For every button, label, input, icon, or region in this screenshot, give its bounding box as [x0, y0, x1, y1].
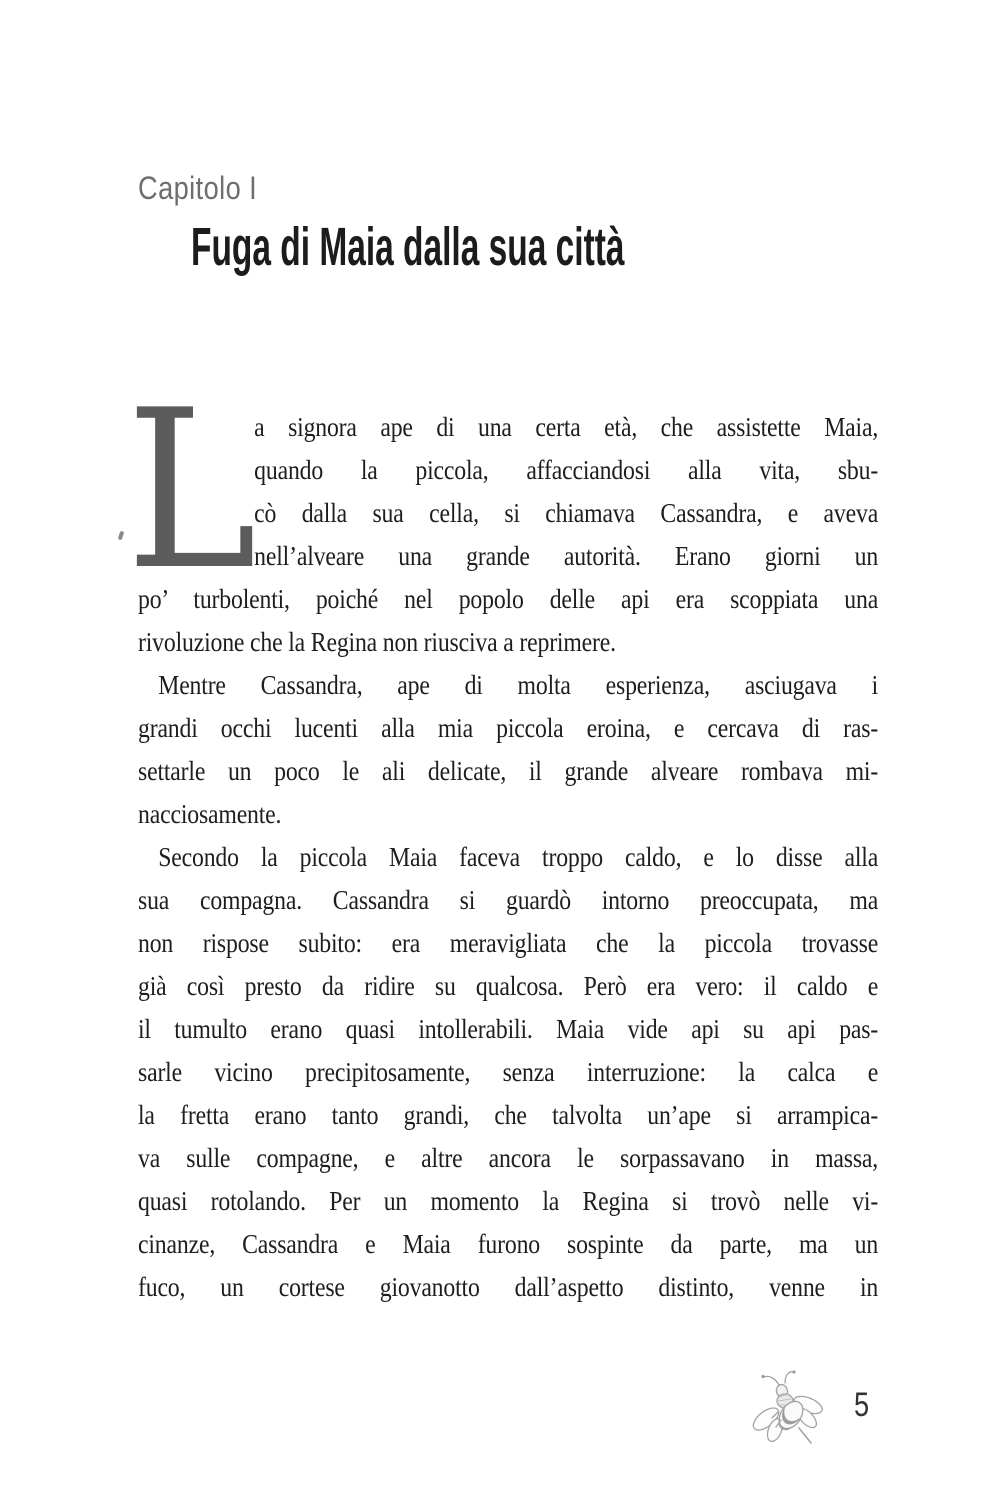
text-line: va sulle compagne, e altre ancora le sorpassavano in massa, — [138, 1143, 879, 1173]
paragraph — [138, 664, 878, 836]
text-line: cinanze, Cassandra e Maia furono sospinte da parte, ma un — [138, 1229, 879, 1259]
page-number: 5 — [854, 1386, 870, 1424]
drop-cap-letter: L — [126, 363, 257, 618]
text-line: grandi occhi lucenti alla mia piccola eroina, e cercava di ras- — [138, 713, 879, 743]
text-line: cò dalla sua cella, si chiamava Cassandra, e aveva — [254, 498, 879, 528]
text-line: nell’alveare una grande autorità. Erano giorni un — [254, 541, 879, 571]
chapter-label: Capitolo I — [138, 170, 258, 206]
ink-speck — [118, 531, 125, 541]
text-line: a signora ape di una certa età, che assistette Maia, — [254, 412, 879, 442]
text-line: Mentre Cassandra, ape di molta esperienza, asciugava i — [158, 670, 879, 700]
text-line: sarle vicino precipitosamente, senza interruzione: la calca e — [138, 1057, 879, 1087]
text-line: quasi rotolando. Per un momento la Regina si trovò nelle vi- — [138, 1186, 879, 1216]
text-line: Secondo la piccola Maia faceva troppo caldo, e lo disse alla — [158, 842, 879, 872]
bee-sketch-icon — [748, 1368, 830, 1452]
text-line: già così presto da ridire su qualcosa. Però era vero: il caldo e — [138, 971, 879, 1001]
text-line: quando la piccola, affacciandosi alla vita, sbu- — [254, 455, 879, 485]
paragraph — [138, 836, 878, 1309]
text-line: il tumulto erano quasi intollerabili. Maia vide api su api pas- — [138, 1014, 879, 1044]
paragraph — [138, 406, 878, 664]
page-title: Fuga di Maia dalla sua città — [191, 217, 625, 277]
text-line: sua compagna. Cassandra si guardò intorno preoccupata, ma — [138, 885, 879, 915]
text-line: nacciosamente. — [138, 799, 282, 829]
text-line: settarle un poco le ali delicate, il grande alveare rombava mi- — [138, 756, 879, 786]
text-line: non rispose subito: era meravigliata che la piccola trovasse — [138, 928, 879, 958]
body-text — [138, 406, 878, 1309]
text-line: fuco, un cortese giovanotto dall’aspetto distinto, venne in — [138, 1272, 879, 1302]
text-line: rivoluzione che la Regina non riusciva a reprimere. — [138, 627, 616, 657]
text-line: la fretta erano tanto grandi, che talvolta un’ape si arrampica- — [138, 1100, 879, 1130]
text-line: po’ turbolenti, poiché nel popolo delle api era scoppiata una — [138, 584, 879, 614]
